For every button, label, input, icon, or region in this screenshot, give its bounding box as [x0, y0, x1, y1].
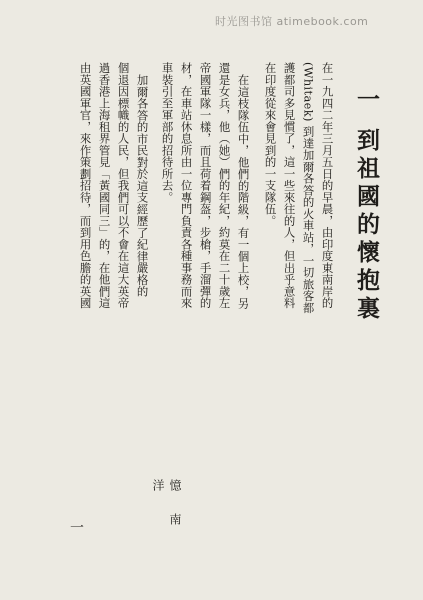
- text-column: 護都司多見慣了，這一些來往的人，但出乎意料: [282, 62, 297, 309]
- text-column: 在一九四二年三月五日的早晨，由印度東南岸的: [320, 62, 335, 309]
- text-column: 車裝引至軍部的招待所去。: [160, 62, 175, 203]
- text-column: 過香港上海租界管見「黃國同三」的，在他們這: [97, 62, 112, 309]
- page-number: 一: [68, 520, 84, 534]
- text-column: 在印度從來會見到的一支隊伍。: [263, 62, 278, 227]
- text-column: 帝國軍隊一樣，而且荷着鋼盔，步槍，手溜彈的: [198, 62, 213, 309]
- text-column: 加爾各答的市民對於這支經歷了紀律嚴格的: [135, 74, 150, 298]
- text-column: (Whitaek) 到達加爾各答的火車站，一切旅客都: [301, 62, 316, 314]
- text-column: 在這枝隊伍中，他們的階級，有一個上校，另: [236, 74, 251, 309]
- running-head: 憶 南 洋: [151, 479, 182, 534]
- text-column: 由英國軍官，來作策劃招待，而到用色膽的英國: [78, 62, 93, 309]
- text-column: 材，在車站休息所由一位專門負責各種事務而來: [179, 62, 194, 309]
- chapter-title: 一 到祖國的懷抱裏: [353, 87, 380, 325]
- watermark-text: 时光图书馆 atimebook.com: [215, 15, 369, 28]
- text-column: 個退因標幟的人民，但我們可以不會在這大英帝: [116, 62, 131, 309]
- book-page: [50, 62, 385, 567]
- text-column: 還是女兵，他（她）們的年紀，約莫在二十歲左: [217, 62, 232, 309]
